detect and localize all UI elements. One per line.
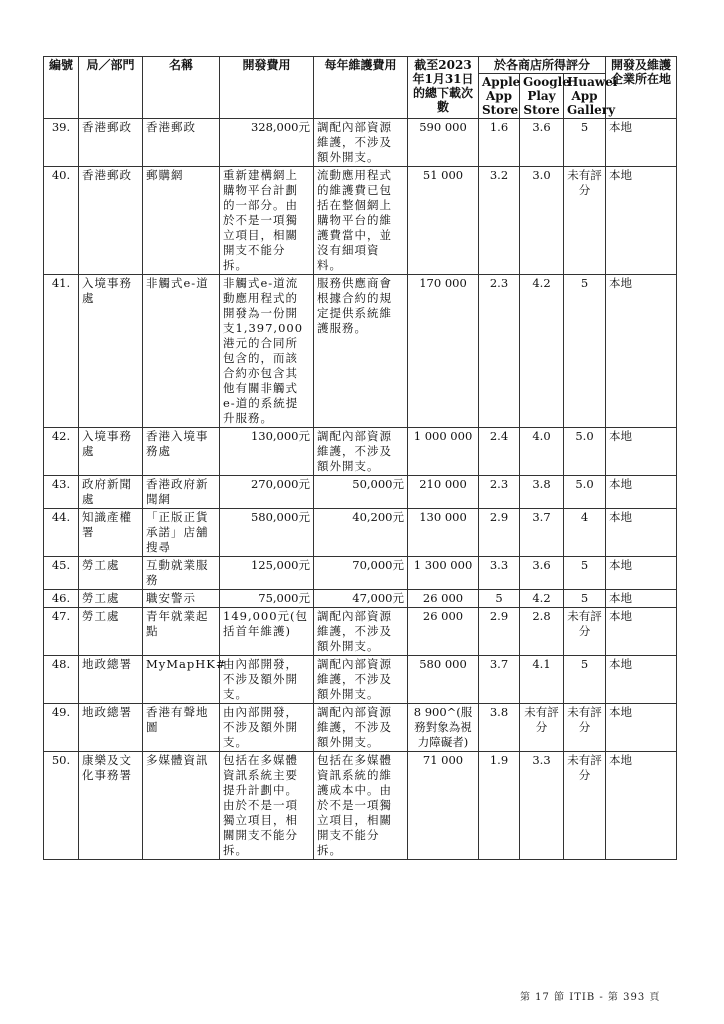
- row-number: 43.: [44, 476, 79, 509]
- app-name-cell: 香港政府新聞網: [143, 476, 220, 509]
- table-row: [44, 167, 677, 275]
- downloads-cell: 170 000: [408, 275, 479, 428]
- bureau-cell: 勞工處: [79, 608, 143, 656]
- huawei-rating-cell: 5: [564, 557, 606, 590]
- vendor-location-cell: 本地: [606, 476, 677, 509]
- vendor-location-cell: 本地: [606, 590, 677, 608]
- dev-cost-cell: 由內部開發，不涉及額外開支。: [220, 656, 314, 704]
- maint-cost-cell: 40,200元: [314, 509, 408, 557]
- google-rating-cell: 3.6: [520, 557, 564, 590]
- table-body: [44, 119, 677, 860]
- dev-cost-cell: 由內部開發，不涉及額外開支。: [220, 704, 314, 752]
- apple-rating-cell: 2.9: [479, 608, 520, 656]
- google-rating-cell: 3.6: [520, 119, 564, 167]
- maint-cost-cell: 包括在多媒體資訊系統的維護成本中。由於不是一項獨立項目，相關開支不能分拆。: [314, 752, 408, 860]
- app-name-cell: 香港入境事務處: [143, 428, 220, 476]
- header-apple: Apple App Store: [479, 74, 520, 119]
- maint-cost-cell: 70,000元: [314, 557, 408, 590]
- bureau-cell: 地政總署: [79, 704, 143, 752]
- downloads-cell: 8 900^(服務對象為視力障礙者): [408, 704, 479, 752]
- row-number: 39.: [44, 119, 79, 167]
- downloads-cell: 590 000: [408, 119, 479, 167]
- bureau-cell: 入境事務處: [79, 275, 143, 428]
- header-name: 名稱: [143, 57, 220, 119]
- google-rating-cell: 4.2: [520, 590, 564, 608]
- vendor-location-cell: 本地: [606, 167, 677, 275]
- row-number: 46.: [44, 590, 79, 608]
- bureau-cell: 康樂及文化事務署: [79, 752, 143, 860]
- dev-cost-cell: 149,000元(包括首年維護): [220, 608, 314, 656]
- huawei-rating-cell: 4: [564, 509, 606, 557]
- maint-cost-cell: 調配內部資源維護，不涉及額外開支。: [314, 704, 408, 752]
- bureau-cell: 入境事務處: [79, 428, 143, 476]
- downloads-cell: 210 000: [408, 476, 479, 509]
- vendor-location-cell: 本地: [606, 704, 677, 752]
- table-row: [44, 608, 677, 656]
- huawei-rating-cell: 5: [564, 275, 606, 428]
- google-rating-cell: 3.8: [520, 476, 564, 509]
- dev-cost-cell: 包括在多媒體資訊系統主要提升計劃中。由於不是一項獨立項目，相關開支不能分拆。: [220, 752, 314, 860]
- row-number: 49.: [44, 704, 79, 752]
- vendor-location-cell: 本地: [606, 656, 677, 704]
- row-number: 45.: [44, 557, 79, 590]
- table-row: [44, 119, 677, 167]
- vendor-location-cell: 本地: [606, 608, 677, 656]
- dev-cost-cell: 重新建構網上購物平台計劃的一部分。由於不是一項獨立項目，相關開支不能分拆。: [220, 167, 314, 275]
- header-huawei: Huawei App Gallery: [564, 74, 606, 119]
- maint-cost-cell: 調配內部資源維護，不涉及額外開支。: [314, 608, 408, 656]
- dev-cost-cell: 非觸式e-道流動應用程式的開發為一份開支1,397,000港元的合同所包含的，而該合約亦包含其他有關非觸式e-道的系統提升服務。: [220, 275, 314, 428]
- bureau-cell: 香港郵政: [79, 167, 143, 275]
- row-number: 44.: [44, 509, 79, 557]
- app-name-cell: 香港有聲地圖: [143, 704, 220, 752]
- app-name-cell: 香港郵政: [143, 119, 220, 167]
- google-rating-cell: 4.2: [520, 275, 564, 428]
- apple-rating-cell: 2.9: [479, 509, 520, 557]
- row-number: 42.: [44, 428, 79, 476]
- row-number: 48.: [44, 656, 79, 704]
- huawei-rating-cell: 5: [564, 656, 606, 704]
- table-row: [44, 557, 677, 590]
- bureau-cell: 香港郵政: [79, 119, 143, 167]
- downloads-cell: 71 000: [408, 752, 479, 860]
- app-name-cell: 多媒體資訊: [143, 752, 220, 860]
- row-number: 47.: [44, 608, 79, 656]
- vendor-location-cell: 本地: [606, 428, 677, 476]
- app-name-cell: 郵購網: [143, 167, 220, 275]
- huawei-rating-cell: 未有評分: [564, 167, 606, 275]
- google-rating-cell: 3.3: [520, 752, 564, 860]
- app-name-cell: MyMapHK#: [143, 656, 220, 704]
- header-dev-cost: 開發費用: [220, 57, 314, 119]
- table-row: [44, 476, 677, 509]
- huawei-rating-cell: 未有評分: [564, 752, 606, 860]
- maint-cost-cell: 調配內部資源維護，不涉及額外開支。: [314, 119, 408, 167]
- huawei-rating-cell: 5: [564, 590, 606, 608]
- bureau-cell: 政府新聞處: [79, 476, 143, 509]
- downloads-cell: 1 300 000: [408, 557, 479, 590]
- dev-cost-cell: 75,000元: [220, 590, 314, 608]
- huawei-rating-cell: 未有評分: [564, 608, 606, 656]
- header-vendor-location: 開發及維護企業所在地: [606, 57, 677, 119]
- apple-rating-cell: 5: [479, 590, 520, 608]
- vendor-location-cell: 本地: [606, 509, 677, 557]
- bureau-cell: 地政總署: [79, 656, 143, 704]
- apple-rating-cell: 1.6: [479, 119, 520, 167]
- vendor-location-cell: 本地: [606, 557, 677, 590]
- downloads-cell: 580 000: [408, 656, 479, 704]
- maint-cost-cell: 服務供應商會根據合約的規定提供系統維護服務。: [314, 275, 408, 428]
- bureau-cell: 知識產權署: [79, 509, 143, 557]
- dev-cost-cell: 130,000元: [220, 428, 314, 476]
- downloads-cell: 51 000: [408, 167, 479, 275]
- table-row: [44, 509, 677, 557]
- google-rating-cell: 未有評分: [520, 704, 564, 752]
- google-rating-cell: 2.8: [520, 608, 564, 656]
- vendor-location-cell: 本地: [606, 752, 677, 860]
- apple-rating-cell: 3.3: [479, 557, 520, 590]
- huawei-rating-cell: 未有評分: [564, 704, 606, 752]
- downloads-cell: 130 000: [408, 509, 479, 557]
- google-rating-cell: 4.0: [520, 428, 564, 476]
- app-name-cell: 職安警示: [143, 590, 220, 608]
- google-rating-cell: 4.1: [520, 656, 564, 704]
- downloads-cell: 26 000: [408, 590, 479, 608]
- row-number: 41.: [44, 275, 79, 428]
- maint-cost-cell: 調配內部資源維護，不涉及額外開支。: [314, 428, 408, 476]
- apple-rating-cell: 2.4: [479, 428, 520, 476]
- header-no: 編號: [44, 57, 79, 119]
- app-name-cell: 互動就業服務: [143, 557, 220, 590]
- google-rating-cell: 3.7: [520, 509, 564, 557]
- apple-rating-cell: 1.9: [479, 752, 520, 860]
- apple-rating-cell: 3.2: [479, 167, 520, 275]
- bureau-cell: 勞工處: [79, 590, 143, 608]
- huawei-rating-cell: 5.0: [564, 476, 606, 509]
- vendor-location-cell: 本地: [606, 275, 677, 428]
- dev-cost-cell: 270,000元: [220, 476, 314, 509]
- dev-cost-cell: 328,000元: [220, 119, 314, 167]
- maint-cost-cell: 47,000元: [314, 590, 408, 608]
- apple-rating-cell: 3.7: [479, 656, 520, 704]
- app-name-cell: 非觸式e-道: [143, 275, 220, 428]
- apple-rating-cell: 2.3: [479, 476, 520, 509]
- bureau-cell: 勞工處: [79, 557, 143, 590]
- header-maint-cost: 每年維護費用: [314, 57, 408, 119]
- maint-cost-cell: 50,000元: [314, 476, 408, 509]
- dev-cost-cell: 580,000元: [220, 509, 314, 557]
- huawei-rating-cell: 5.0: [564, 428, 606, 476]
- table-row: [44, 704, 677, 752]
- app-table: [43, 56, 677, 860]
- downloads-cell: 1 000 000: [408, 428, 479, 476]
- header-row: [44, 57, 677, 74]
- header-downloads: 截至2023年1月31日的總下載次數: [408, 57, 479, 119]
- app-name-cell: 青年就業起點: [143, 608, 220, 656]
- apple-rating-cell: 3.8: [479, 704, 520, 752]
- vendor-location-cell: 本地: [606, 119, 677, 167]
- huawei-rating-cell: 5: [564, 119, 606, 167]
- table-row: [44, 428, 677, 476]
- header-ratings: 於各商店所得評分: [479, 57, 606, 74]
- row-number: 50.: [44, 752, 79, 860]
- row-number: 40.: [44, 167, 79, 275]
- page-footer: 第 17 節 ITIB - 第 393 頁: [520, 992, 661, 1003]
- apple-rating-cell: 2.3: [479, 275, 520, 428]
- dev-cost-cell: 125,000元: [220, 557, 314, 590]
- table-row: [44, 590, 677, 608]
- google-rating-cell: 3.0: [520, 167, 564, 275]
- header-google: Google Play Store: [520, 74, 564, 119]
- downloads-cell: 26 000: [408, 608, 479, 656]
- table-row: [44, 656, 677, 704]
- app-name-cell: 「正版正貨承諾」店舖搜尋: [143, 509, 220, 557]
- maint-cost-cell: 流動應用程式的維護費已包括在整個網上購物平台的維護費當中，並沒有細項資料。: [314, 167, 408, 275]
- header-bureau: 局／部門: [79, 57, 143, 119]
- maint-cost-cell: 調配內部資源維護，不涉及額外開支。: [314, 656, 408, 704]
- table-row: [44, 752, 677, 860]
- table-row: [44, 275, 677, 428]
